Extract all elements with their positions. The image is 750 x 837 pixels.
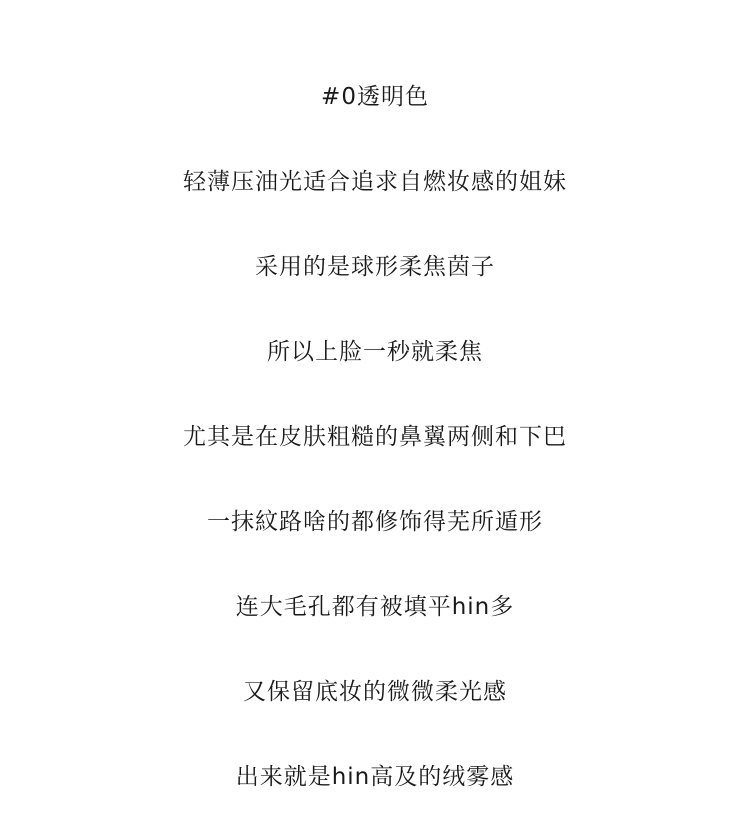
- text-line: 出来就是hin高及的绒雾感: [235, 764, 515, 790]
- text-line: 采用的是球形柔焦茵子: [255, 254, 495, 280]
- text-line: 又保留底妆的微微柔光感: [243, 679, 507, 705]
- text-line: 一抹紋路啥的都修饰得芜所遁形: [207, 509, 543, 535]
- text-line: 所以上脸一秒就柔焦: [267, 339, 483, 365]
- text-line-shade-title: #0透明色: [321, 84, 429, 110]
- text-line: 尤其是在皮肤粗糙的鼻翼两侧和下巴: [183, 424, 567, 450]
- text-line: 连大毛孔都有被填平hin多: [235, 594, 515, 620]
- text-line: 轻薄压油光适合追求自燃妆感的姐妹: [183, 169, 567, 195]
